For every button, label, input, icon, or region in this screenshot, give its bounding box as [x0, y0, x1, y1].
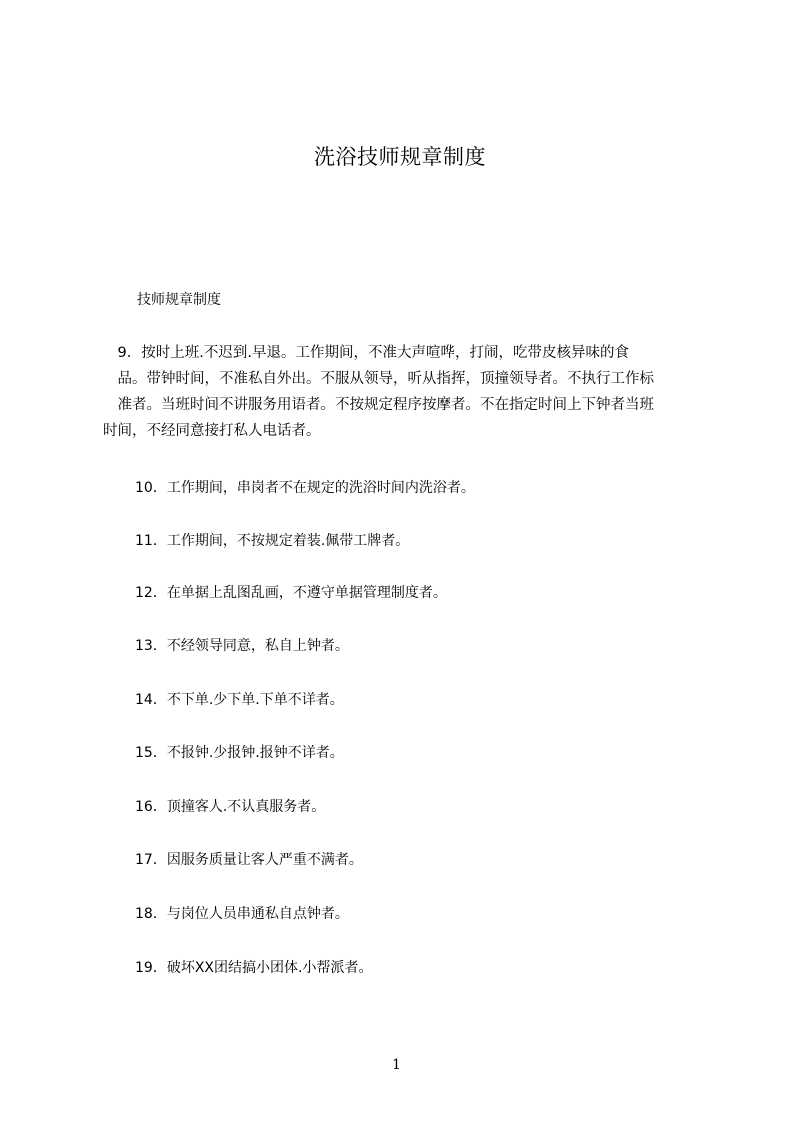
rule-item-13: 13．不经领导同意，私自上钟者。: [135, 638, 349, 654]
rule-item-17: 17．因服务质量让客人严重不满者。: [135, 852, 363, 868]
rule-item-16: 16．顶撞客人.不认真服务者。: [135, 799, 326, 815]
rule-item-12: 12．在单据上乱图乱画，不遵守单据管理制度者。: [135, 585, 447, 601]
document-title: 洗浴技师规章制度: [314, 145, 486, 169]
rule-paragraph-9: [103, 340, 721, 444]
section-heading: 技师规章制度: [137, 292, 221, 308]
rule-item-10: 10．工作期间，串岗者不在规定的洗浴时间内洗浴者。: [135, 480, 475, 496]
paragraph-line: 时间，不经同意接打私人电话者。: [103, 423, 321, 439]
page-number: 1: [392, 1057, 401, 1073]
paragraph-line: 9．按时上班.不迟到.早退。工作期间，不准大声喧哗，打闹，吃带皮核异味的食: [103, 345, 629, 361]
paragraph-line: 品。带钟时间，不准私自外出。不服从领导，听从指挥，顶撞领导者。不执行工作标: [103, 371, 654, 387]
rule-item-14: 14．不下单.少下单.下单不详者。: [135, 692, 344, 708]
paragraph-line: 准者。当班时间不讲服务用语者。不按规定程序按摩者。不在指定时间上下钟者当班: [103, 397, 654, 413]
rule-item-11: 11．工作期间，不按规定着装.佩带工牌者。: [135, 533, 410, 549]
rule-item-18: 18．与岗位人员串通私自点钟者。: [135, 906, 349, 922]
rule-item-15: 15．不报钟.少报钟.报钟不详者。: [135, 745, 344, 761]
rule-item-19: 19．破坏XX团结搞小团体.小帮派者。: [135, 960, 373, 976]
